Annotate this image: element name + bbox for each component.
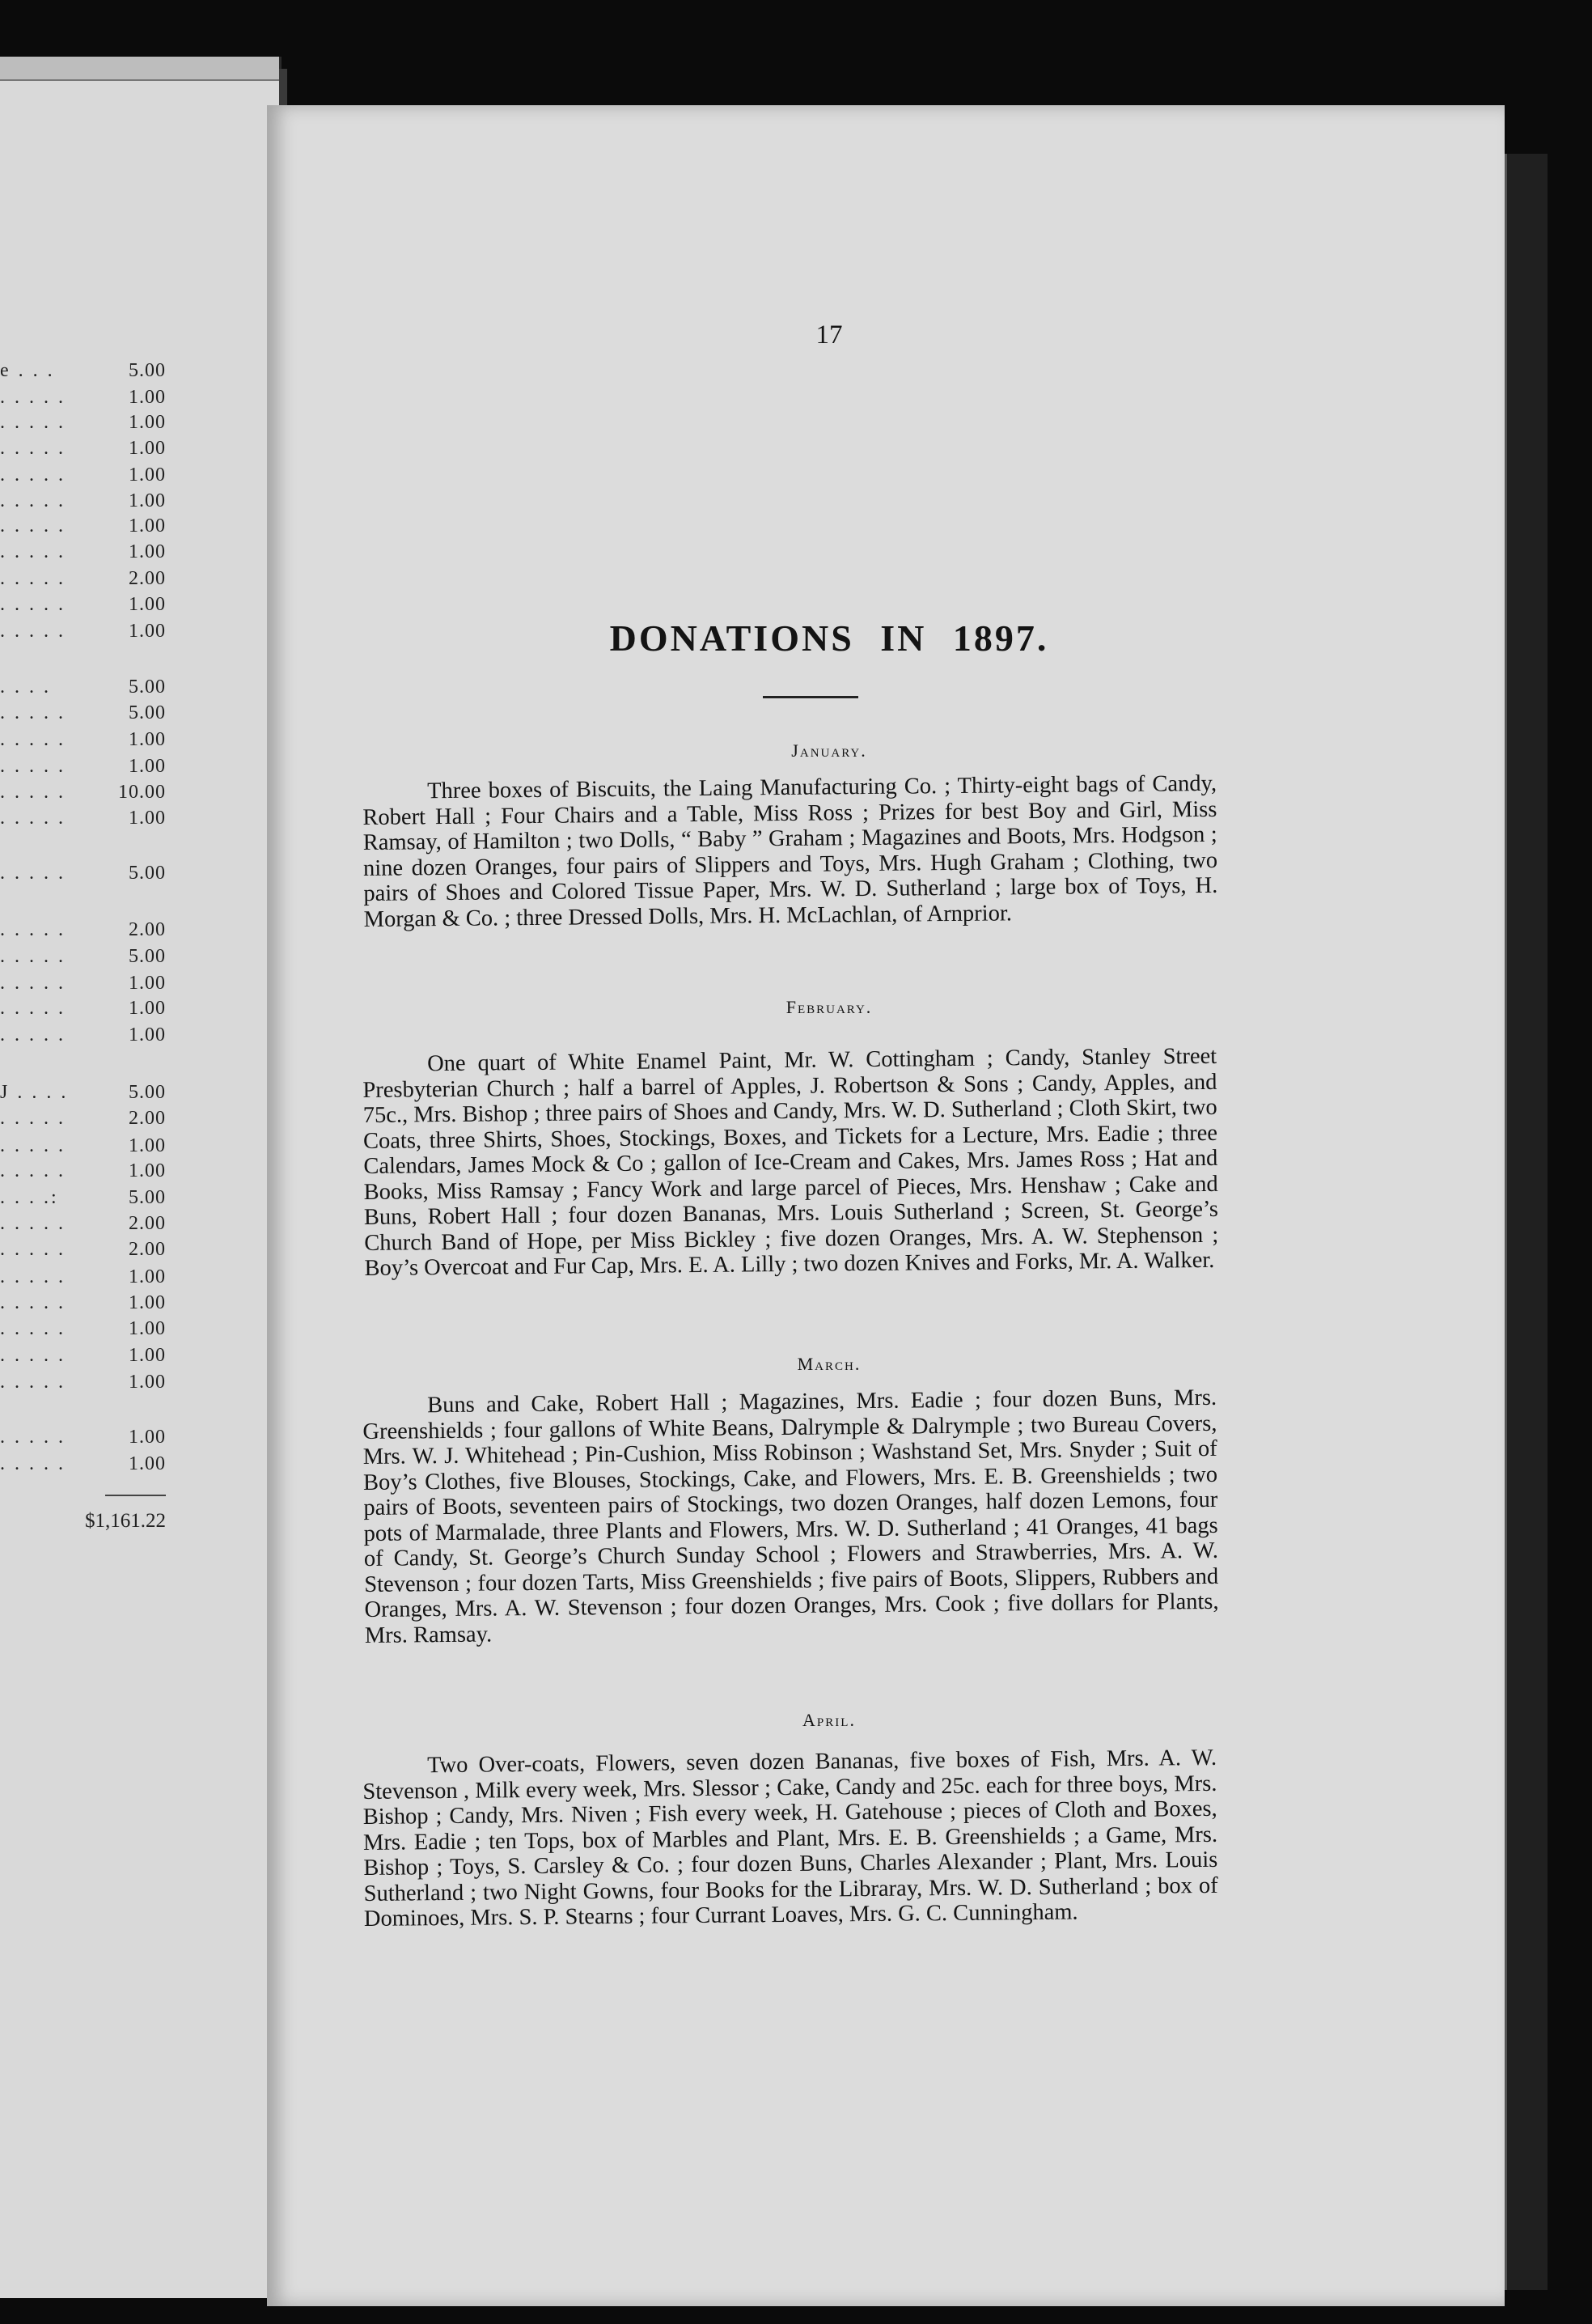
ledger-row — [0, 409, 166, 435]
ledger-amount: 2.00 — [129, 919, 166, 940]
page-number: 17 — [815, 320, 843, 350]
ledger-row — [0, 753, 166, 779]
ledger-leader: . . . . . — [0, 946, 66, 967]
section-heading-january: January. — [791, 740, 867, 761]
ledger-amount: 1.00 — [129, 515, 166, 536]
ledger-leader: . . . . . — [0, 973, 66, 994]
ledger-row — [0, 1424, 166, 1450]
ledger-leader: . . . . . — [0, 729, 66, 750]
ledger-amount: 1.00 — [129, 464, 166, 486]
ledger-row — [0, 727, 166, 753]
ledger-leader: e . . . — [0, 360, 55, 381]
ledger-total: $1,161.22 — [85, 1510, 166, 1532]
ledger-leader: J . . . . — [0, 1082, 69, 1103]
ledger-leader: . . . . . — [0, 1266, 66, 1287]
ledger-amount: 1.00 — [129, 973, 166, 994]
ledger-leader: . . . . . — [0, 568, 66, 589]
ledger-amount: 1.00 — [129, 1160, 166, 1181]
ledger-row — [0, 488, 166, 514]
ledger-amount: 5.00 — [129, 863, 166, 884]
ledger-amount: 2.00 — [129, 1213, 166, 1234]
ledger-row — [0, 592, 166, 617]
ledger-row — [0, 1185, 166, 1211]
ledger-row — [0, 1211, 166, 1236]
ledger-leader: . . . . . — [0, 1108, 66, 1129]
ledger-row — [0, 1369, 166, 1395]
section-text-april: Two Over-coats, Flowers, seven dozen Bananas, five boxes of Fish, Mrs. A. W. Stevenson , Milk every week, Mrs. Slessor ; Cake, Candy and 25c. each for three boys, Mrs. Bishop ; Candy, Mrs. Niven ; Fish every week, H. Gatehouse ; pieces of Cloth and Boxes, Mrs. Eadie ; ten Tops, box of Marbles and Plant, Mrs. E. B. Greenshields ; a Game, Mrs. Bishop ; Toys, S. Carsley & Co. ; four dozen Buns, Charles Alexander ; Plant, Mrs. Louis Sutherland ; two Night Gowns, four Books for the Libraray, Mrs. W. D. Sutherland ; box of Dominoes, Mrs. S. P. Stearns ; four Currant Loaves, Mrs. G. C. Cunningham. — [362, 1745, 1218, 1932]
ledger-amount: 1.00 — [129, 490, 166, 511]
ledger-row — [0, 1158, 166, 1184]
ledger-amount: 1.00 — [129, 998, 166, 1019]
ledger-leader: . . . . . — [0, 1160, 66, 1181]
ledger-row — [0, 566, 166, 592]
ledger-amount: 5.00 — [129, 1082, 166, 1103]
section-text-march: Buns and Cake, Robert Hall ; Magazines, Mrs. Eadie ; four dozen Buns, Mrs. Greenshields ; four gallons of White Beans, Dalrymple & Dalrymple ; two Bureau Covers, Mrs. W. J. Whitehead ; Pin-Cushion, Miss Robinson ; Washstand Set, Mrs. Snyder ; Suit of Boy’s Clothes, five Blouses, Stockings, Cake, and Flowers, Mrs. E. B. Greenshields ; two pairs of Boots, seventeen pairs of Stockings, two dozen Oranges, half dozen Lemons, four pots of Marmalade, three Plants and Flowers, Mrs. W. D. Sutherland ; 41 Oranges, 41 bags of Candy, St. George’s Church Sunday School ; Flowers and Strawberries, Mrs. A. W. Stevenson ; four dozen Tarts, Miss Greenshields ; five pairs of Boots, Slippers, Rubbers and Oranges, Mrs. A. W. Stevenson ; four dozen Oranges, Mrs. Cook ; five dollars for Plants, Mrs. Ramsay. — [362, 1385, 1219, 1648]
ledger-leader: . . . . . — [0, 464, 66, 486]
ledger-leader: . . . . . — [0, 515, 66, 536]
ledger-amount: 1.00 — [129, 412, 166, 433]
section-heading-april: April. — [802, 1710, 856, 1730]
ledger-amount: 1.00 — [129, 808, 166, 829]
ledger-leader: . . . . . — [0, 1024, 66, 1045]
ledger-leader: . . . . . — [0, 756, 66, 777]
ledger-row — [0, 618, 166, 644]
section-heading-february: February. — [785, 997, 873, 1017]
ledger-row — [0, 1451, 166, 1477]
section-heading-march: March. — [797, 1354, 862, 1374]
ledger-leader: . . . . . — [0, 412, 66, 433]
page-edge — [1505, 154, 1548, 2290]
ledger-leader: . . . . . — [0, 387, 66, 408]
ledger-row — [0, 1105, 166, 1131]
ledger-amount: 1.00 — [129, 1318, 166, 1339]
ledger-row — [0, 1290, 166, 1316]
ledger-amount: 1.00 — [129, 756, 166, 777]
ledger-amount: 2.00 — [129, 568, 166, 589]
ledger-leader: . . . . — [0, 676, 51, 698]
ledger-row — [0, 1236, 166, 1262]
ledger-amount: 10.00 — [118, 782, 166, 803]
ledger-leader: . . . . . — [0, 1135, 66, 1156]
ledger-leader: . . . .: — [0, 1187, 59, 1208]
ledger-amount: 2.00 — [129, 1239, 166, 1260]
section-text-january: Three boxes of Biscuits, the Laing Manufacturing Co. ; Thirty-eight bags of Candy, Robert Hall ; Four Chairs and a Table, Miss Ross ; Prizes for best Boy and Girl, Miss Ramsay, of Hamilton ; two Dolls, “ Baby ” Graham ; Magazines and Boots, Mrs. Hodgson ; nine dozen Oranges, four pairs of Slippers and Toys, Mrs. Hugh Graham ; Clothing, two pairs of Shoes and Colored Tissue Paper, Mrs. W. D. Sutherland ; large box of Toys, H. Morgan & Co. ; three Dressed Dolls, Mrs. H. McLachlan, of Arnprior. — [362, 770, 1218, 932]
ledger-row — [0, 805, 166, 831]
ledger-amount: 1.00 — [129, 1135, 166, 1156]
ledger-amount: 1.00 — [129, 1372, 166, 1393]
ledger-row — [0, 462, 166, 488]
ledger-leader: . . . . . — [0, 782, 66, 803]
ledger-amount: 1.00 — [129, 1427, 166, 1448]
ledger-row — [0, 1079, 166, 1105]
ledger-row — [0, 539, 166, 565]
ledger-leader: . . . . . — [0, 919, 66, 940]
ledger-leader: . . . . . — [0, 490, 66, 511]
ledger-amount: 1.00 — [129, 1024, 166, 1045]
ledger-leader: . . . . . — [0, 863, 66, 884]
ledger-row — [0, 1316, 166, 1342]
ledger-amount: 1.00 — [129, 594, 166, 615]
page-top-edge — [0, 57, 279, 81]
ledger-row — [0, 860, 166, 886]
ledger-amount: 2.00 — [129, 1108, 166, 1129]
page-title: DONATIONS IN 1897. — [609, 617, 1049, 659]
ledger-leader: . . . . . — [0, 1239, 66, 1260]
section-text-february: One quart of White Enamel Paint, Mr. W. Cottingham ; Candy, Stanley Street Presbyterian Church ; half a barrel of Apples, J. Robertson & Sons ; Candy, Apples, and 75c., Mrs. Bishop ; three pairs of Shoes and Candy, Mrs. W. D. Sutherland ; Cloth Skirt, two Coats, three Shirts, Shoes, Stockings, Boxes, and Tickets for a Lecture, Mrs. Eadie ; three Calendars, James Mock & Co ; gallon of Ice-Cream and Cakes, Mrs. James Ross ; Hat and Books, Miss Ramsay ; Fancy Work and large parcel of Pieces, Mrs. Henshaw ; Cake and Buns, Robert Hall ; four dozen Bananas, Mrs. Louis Sutherland ; Screen, St. George’s Church Band of Hope, per Miss Bickley ; five dozen Oranges, Mrs. A. W. Stephenson ; Boy’s Overcoat and Fur Cap, Mrs. E. A. Lilly ; two dozen Knives and Forks, Mr. A. Walker. — [362, 1043, 1219, 1281]
total-rule — [105, 1495, 166, 1496]
ledger-amount: 5.00 — [129, 1187, 166, 1208]
ledger-row — [0, 674, 166, 700]
ledger-leader: . . . . . — [0, 1318, 66, 1339]
ledger-row — [0, 1133, 166, 1159]
ledger-leader: . . . . . — [0, 1427, 66, 1448]
ledger-row — [0, 384, 166, 410]
ledger-row — [0, 700, 166, 726]
ledger-leader: . . . . . — [0, 1292, 66, 1313]
ledger-leader: . . . . . — [0, 1372, 66, 1393]
ledger-row — [0, 970, 166, 996]
ledger-leader: . . . . . — [0, 702, 66, 723]
ledger-amount: 1.00 — [129, 438, 166, 459]
ledger-row — [0, 995, 166, 1021]
ledger-row — [0, 435, 166, 461]
ledger-leader: . . . . . — [0, 1345, 66, 1366]
left-facing-page — [0, 57, 282, 2298]
ledger-row — [0, 358, 166, 384]
ledger-amount: 5.00 — [129, 676, 166, 698]
ledger-row — [0, 1264, 166, 1290]
ledger-amount: 1.00 — [129, 1345, 166, 1366]
ledger-amount: 5.00 — [129, 360, 166, 381]
ledger-amount: 1.00 — [129, 729, 166, 750]
ledger-amount: 5.00 — [129, 702, 166, 723]
ledger-amount: 1.00 — [129, 541, 166, 562]
ledger-leader: . . . . . — [0, 1213, 66, 1234]
ledger-row — [0, 513, 166, 539]
ledger-row — [0, 1342, 166, 1368]
ledger-amount: 1.00 — [129, 1453, 166, 1474]
ledger-leader: . . . . . — [0, 594, 66, 615]
ledger-leader: . . . . . — [0, 1453, 66, 1474]
ledger-amount: 5.00 — [129, 946, 166, 967]
ledger-amount: 1.00 — [129, 1292, 166, 1313]
ledger-leader: . . . . . — [0, 438, 66, 459]
ledger-row — [0, 917, 166, 943]
ledger-amount: 1.00 — [129, 387, 166, 408]
ledger-row — [0, 944, 166, 969]
ledger-row — [0, 1022, 166, 1048]
title-rule — [763, 696, 858, 698]
ledger-row — [0, 779, 166, 805]
ledger-leader: . . . . . — [0, 621, 66, 642]
ledger-leader: . . . . . — [0, 541, 66, 562]
ledger-amount: 1.00 — [129, 621, 166, 642]
ledger-leader: . . . . . — [0, 998, 66, 1019]
ledger-leader: . . . . . — [0, 808, 66, 829]
ledger-amount: 1.00 — [129, 1266, 166, 1287]
